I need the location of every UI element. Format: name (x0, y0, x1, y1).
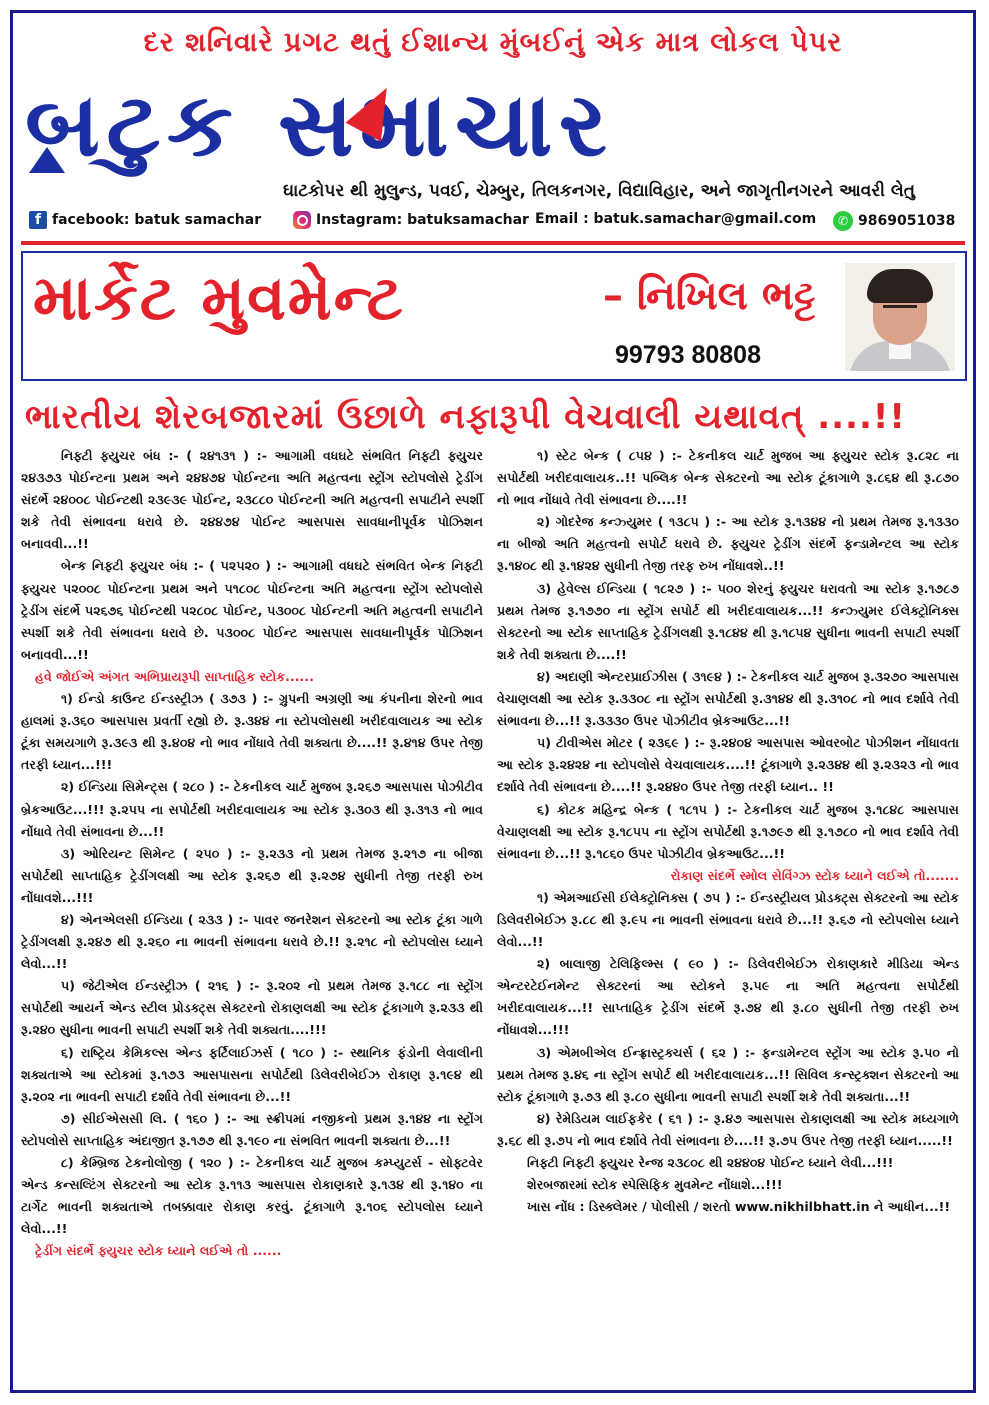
article-paragraph: ૭) સીઈએસસી લિ. ( ૧૬૦ ) :- આ સ્ક્રીપમાં નજીકનો પ્રથમ રૂ.૧૪૪ ના સ્ટ્રોંગ સ્ટોપલોસે સાપ્તાહિક અંદાજીત રૂ.૧૭૭ થી રૂ.૧૯૦ ના સંભવિત ભાવની શક્યતા છે...!! (21, 1110, 483, 1148)
article-paragraph: ૬) કોટક મહિન્દ્ર બેન્ક ( ૧૮૧૫ ) :- ટેકનીકલ ચાર્ટ મુજબ રૂ.૧૮૪૮ આસપાસ વેચાણલક્ષી આ સ્ટોક રૂ.૧૮૫૫ ના સ્ટ્રોંગ સપોર્ટથી રૂ.૧૭૯૭ થી રૂ.૧૭૮૦ નો ભાવ દર્શાવે તેવી સંભાવના છે...!! રૂ.૧૮૬૦ ઉપર પોઝીટીવ બ્રેકઆઉટ...!! (497, 801, 959, 861)
photo-eyes (883, 305, 917, 312)
article-paragraph: ૩) હેવેલ્સ ઈન્ડિયા ( ૧૮૨૭ ) :- ૫૦૦ શેરનું ફ્યુચર ધરાવતો આ સ્ટોક રૂ.૧૭૮૭ પ્રથમ તેમજ રૂ.૧૭૭૦ ના સ્ટ્રોંગ સપોર્ટ થી ખરીદવાલાયક...!! કન્ઝ્યુમર ઈલેક્ટ્રોનિક્સ સેક્ટરનો આ સ્ટોક સાપ્તાહિક ટ્રેડીંગલક્ષી રૂ.૧૮૪૪ થી રૂ.૧૮૫૪ સુધીના ભાવની સપાટી સ્પર્શી શકે તેવી શક્યતા છે....!! (497, 580, 959, 662)
contact-bar (21, 211, 971, 237)
article-paragraph: બેન્ક નિફ્ટી ફ્યુચર બંધ :- ( ૫૨૫૨૦ ) :- આગામી વધઘટે સંભવિત બેન્ક નિફ્ટી ફ્યુચર ૫૨૦૦૮ પોઈન્ટના પ્રથમ અને ૫૧૮૦૮ પોઈન્ટના અતિ મહત્વના સ્ટ્રોંગ સ્ટોપલોસે ટ્રેડીંગ સંદર્ભે ૫૨૬૭૬ પોઈન્ટથી ૫૨૮૦૮ પોઈન્ટ, ૫૩૦૦૮ પોઈન્ટની અતિ મહત્વની સપાટીને સ્પર્શી શકે તેવી સંભાવના ધરાવે છે. ૫૩૦૦૮ પોઈન્ટ આસપાસ સાવધાનીપૂર્વક પોઝિશન બનાવવી...!! (21, 558, 483, 662)
article-paragraph: નિફ્ટી નિફ્ટી ફ્યુચર રેન્જ ૨૩૮૦૮ થી ૨૪૪૦૪ પોઈન્ટ ધ્યાને લેવી...!!! (527, 1155, 894, 1170)
article-paragraph: ૩) એમબીએલ ઈન્ફ્રાસ્ટ્રક્ચર્સ ( ૬૨ ) :- ફન્ડામેન્ટલ સ્ટ્રોંગ આ સ્ટોક રૂ.૫૦ નો પ્રથમ તેમજ રૂ.૪૬ ના સ્ટ્રોંગ સપોર્ટ થી ખરીદવાલાયક...!! સિવિલ કન્સ્ટ્રક્શન સેક્ટરનો આ સ્ટોક ટૂંકાગાળે રૂ.૭૩ થી રૂ.૮૦ સુધીના ભાવની સપાટી સ્પર્શી શકે તેવી શક્યતા...!! (497, 1044, 959, 1104)
article-paragraph: ૪) રેમેડિયમ લાઈફકેર ( ૬૧ ) :- રૂ.૪૭ આસપાસ રોકાણલક્ષી આ સ્ટોક મધ્યગાળે રૂ.૬૮ થી રૂ.૭૫ નો ભાવ દર્શાવે તેવી સંભાવના છે....!! રૂ.૭૫ ઉપર તેજી તરફી ધ્યાન.....!! (497, 1110, 959, 1148)
facebook-handle: facebook: batuk samachar (52, 212, 262, 228)
column-author: – નિખિલ ભટ્ટ (603, 273, 816, 319)
photo-hair (867, 269, 933, 303)
section-subheading: ટ્રેડીંગ સંદર્ભે ફ્યુચર સ્ટોક ધ્યાને લઈએ તો ...... (35, 1243, 282, 1259)
section-subheading: હવે જોઈએ અંગત અભિપ્રાયરૂપી સાપ્તાહિક સ્ટોક...... (35, 668, 314, 684)
article-paragraph: ૩) ઓરિયન્ટ સિમેન્ટ ( ૨૫૦ ) :- રૂ.૨૩૩ નો પ્રથમ તેમજ રૂ.૨૧૭ ના બીજા સપોર્ટથી સાપ્તાહિક ટ્રેડીંગલક્ષી આ સ્ટોક રૂ.૨૬૭ થી રૂ.૨૭૪ સુધીની તેજી તરફી રુખ નોંધાવશે...!!! (21, 845, 483, 905)
article-paragraph: ૫) ટીવીએસ મોટર ( ૨૩૬૯ ) :- રૂ.૨૪૦૪ આસપાસ ઓવરબોટ પોઝીશન નોંધાવતા આ સ્ટોક રૂ.૨૪૨૪ ના સ્ટોપલોસે વેચવાલાયક....!! ટૂંકાગાળે રૂ.૨૩૪૪ થી રૂ.૨૩૨૩ નો ભાવ દર્શાવે તેવી સંભાવના છે....!! રૂ.૨૪૪૦ ઉપર તેજી તરફી ધ્યાન.. !! (497, 735, 959, 795)
article-paragraph: ૧) ઈન્ડો કાઉન્ટ ઈન્ડસ્ટ્રીઝ ( ૩૭૩ ) :- ગ્રુપની અગ્રણી આ કંપનીના શેરનો ભાવ હાલમાં રૂ.૩૬૦ આસપાસ પ્રવર્તી રહ્યો છે. રૂ.૩૪૪ ના સ્ટોપલોસથી ખરીદવાલાયક આ સ્ટોક ટૂંકા સમયગાળે રૂ.૩૯૩ થી રૂ.૪૦૪ નો ભાવ નોંધાવે તેવી શક્યતા છે....!! રૂ.૪૧૪ ઉપર તેજી તરફી ધ્યાન...!!! (21, 691, 483, 773)
column-phone: 99793 80808 (615, 341, 761, 369)
column-title: માર્કેટ મુવમેન્ટ (33, 261, 405, 334)
whatsapp-icon: ✆ (833, 211, 853, 231)
article-paragraph: ૮) કેમ્બ્રિજ ટેકનોલોજી ( ૧૨૦ ) :- ટેકનીકલ ચાર્ટ મુજબ કમ્પ્યુટર્સ - સોફ્ટવેર એન્ડ કન્સલ્ટિંગ સેક્ટરનો આ સ્ટોક રૂ.૧૧૩ આસપાસ રોકાણકારે રૂ.૧૩૪ થી રૂ.૧૪૦ ના ટાર્ગેટ ભાવની શક્યતાએ તબક્કાવાર રોકાણ કરવું. ટૂંકાગાળે રૂ.૧૦૬ સ્ટોપલોસ ધ્યાને લેવો...!! (21, 1155, 483, 1237)
whatsapp-contact[interactable] (833, 211, 955, 231)
newspaper-page (10, 10, 976, 1393)
email-contact[interactable] (535, 211, 816, 227)
article-paragraph: શેરબજારમાં સ્ટોક સ્પેસિફિક મુવમેન્ટ નોંધાશે...!!! (527, 1177, 783, 1193)
article-paragraph: નિફ્ટી ફ્યુચર બંધ :- ( ૨૪૧૩૧ ) :- આગામી વધઘટે સંભવિત નિફ્ટી ફ્યુચર ૨૪૩૭૩ પોઈન્ટના પ્રથમ અને ૨૪૪૭૪ પોઈન્ટના અતિ મહત્વના સ્ટ્રોંગ સ્ટોપલોસે ટ્રેડીંગ સંદર્ભે ૨૪૦૦૮ પોઈન્ટથી ૨૩૯૩૯ પોઈન્ટ, ૨૩૮૮૦ પોઈન્ટની અતિ મહત્વની સપાટીને સ્પર્શી શકે તેવી સંભાવના ધરાવે છે. ૨૪૪૭૪ પોઈન્ટ આસપાસ સાવધાનીપૂર્વક પોઝિશન બનાવવી...!! (21, 448, 483, 552)
article-paragraph: ૨) ગોદરેજ કન્ઝ્યુમર ( ૧૩૮૫ ) :- આ સ્ટોક રૂ.૧૩૪૪ નો પ્રથમ તેમજ રૂ.૧૩૩૦ ના બીજો અતિ મહત્વનો સપોર્ટ ધરાવે છે. ફ્યુચર ટ્રેડીંગ સંદર્ભે ફન્ડામેન્ટલ આ સ્ટોક રૂ.૧૪૦૮ થી રૂ.૧૪૨૪ સુધીની તેજી તરફ રુખ નોંધાવશે..!! (497, 514, 959, 574)
article-headline: ભારતીય શેરબજારમાં ઉછાળે નફારૂપી વેચવાલી યથાવત્‌ ....!! (25, 397, 906, 437)
article-paragraph: ૫) જેટીએલ ઈન્ડસ્ટ્રીઝ ( ૨૧૬ ) :- રૂ.૨૦૨ નો પ્રથમ તેમજ રૂ.૧૮૮ ના સ્ટ્રોંગ સપોર્ટથી આયર્ન એન્ડ સ્ટીલ પ્રોડક્ટ્સ સેક્ટરનો રોકાણલક્ષી આ સ્ટોક ટૂંકાગાળે રૂ.૨૩૩ થી રૂ.૨૪૦ સુધીના ભાવની સપાટી સ્પર્શી શકે તેવી શક્યતા....!!! (21, 978, 483, 1038)
author-photo (845, 263, 955, 371)
email-address: Email : batuk.samachar@gmail.com (535, 211, 817, 227)
masthead-tagline: દર શનિવારે પ્રગટ થતું ઈશાન્ય મુંબઈનું એક માત્ર લોકલ પેપર (143, 27, 843, 58)
article-paragraph: ૪) અદાણી એન્ટરપ્રાઈઝીસ ( ૩૧૯૪ ) :- ટેકનીકલ ચાર્ટ મુજબ રૂ.૩૨૭૦ આસપાસ વેચાણલક્ષી આ સ્ટોક રૂ.૩૩૦૮ ના સ્ટ્રોંગ સપોર્ટથી રૂ.૩૧૪૪ થી રૂ.૩૧૦૮ નો ભાવ દર્શાવે તેવી સંભાવના છે...!! રૂ.૩૩૩૦ ઉપર પોઝીટીવ બ્રેકઆઉટ...!! (497, 668, 959, 729)
instagram-handle: Instagram: batuksamachar (316, 212, 529, 228)
phone-number: 9869051038 (858, 213, 956, 229)
article-paragraph: ૪) એનએલસી ઈન્ડિયા ( ૨૩૩ ) :- પાવર જનરેશન સેક્ટરનો આ સ્ટોક ટૂંકા ગાળે ટ્રેડીંગલક્ષી રૂ.૨૪૭ થી રૂ.૨૬૦ ના ભાવની સંભાવના ધરાવે છે.!! રૂ.૨૧૮ નો સ્ટોપલોસ ધ્યાને લેવો...!! (21, 911, 483, 972)
article-paragraph: ૨) બાલાજી ટેલિફિલ્મ્સ ( ૯૦ ) :- ડિલેવરીબેઈઝ રોકાણકારે મીડિયા એન્ડ એન્ટરટેઈનમેન્ટ સેક્ટરનાં આ સ્ટોકને રૂ.૫૯ ના અતિ મહત્વના સપોર્ટથી ખરીદવાલાયક...!! સાપ્તાહિક ટ્રેડીંગ સંદર્ભે રૂ.૭૪ થી રૂ.૮૦ સુધીની તેજી તરફી રુખ નોંધાવશે...!!! (497, 956, 959, 1038)
facebook-icon: f (29, 211, 47, 229)
header-divider (21, 241, 965, 245)
column-banner (21, 251, 967, 381)
article-paragraph: ૬) રાષ્ટ્રિય કેમિકલ્સ એન્ડ ફર્ટિલાઈઝર્સ ( ૧૮૦ ) :- સ્થાનિક ફંડોની લેવાલીની શક્યતાએ આ સ્ટોકમાં રૂ.૧૭૩ આસપાસના સપોર્ટથી ડિલેવરીબેઈઝ રોકાણ રૂ.૧૯૪ થી રૂ.૨૦૨ ના ભાવની સપાટી દર્શાવે તેવી સંભાવના છે...!! (21, 1044, 483, 1104)
facebook-contact[interactable] (29, 211, 261, 229)
coverage-area: ઘાટકોપર થી મુલુન્ડ, પવઈ, ચેમ્બુર, તિલકનગર, વિદ્યાવિહાર, અને જાગૃતીનગરને આવરી લેતુ (283, 181, 916, 201)
article-paragraph: ૧) સ્ટેટ બેન્ક ( ૮૫૪ ) :- ટેકનીકલ ચાર્ટ મુજબ આ ફ્યુચર સ્ટોક રૂ.૮૨૮ ના સપોર્ટથી ખરીદવાલાયક..!! પબ્લિક બેન્ક સેક્ટરનો આ સ્ટોક ટૂંકાગાળે રૂ.૮૬૪ થી રૂ.૮૭૦ નો ભાવ નોંધાવે તેવી સંભાવના છે....!! (497, 448, 959, 508)
disclaimer-note: ખાસ નોંધ : ડિસ્ક્લેમર / પોલીસી / શરતો www.nikhilbhatt.in ને આધીન...!! (527, 1199, 951, 1215)
section-subheading: રોકાણ સંદર્ભે સ્મોલ સેવિંગ્ઝ સ્ટોક ધ્યાને લઈએ તો....... (670, 867, 959, 883)
article-right-column (497, 445, 959, 1218)
masthead-arrow-icon (29, 147, 65, 173)
instagram-contact[interactable] (293, 211, 529, 229)
article-left-column (21, 445, 483, 1262)
newspaper-title: બટુક સમાચાર (25, 73, 614, 176)
article-paragraph: ૨) ઈન્ડિયા સિમેન્ટ્સ ( ૨૮૦ ) :- ટેકનીકલ ચાર્ટ મુજબ રૂ.૨૬૭ આસપાસ પોઝીટીવ બ્રેકઆઉટ...!!! રૂ.૨૫૫ ના સપોર્ટથી ખરીદવાલાયક આ સ્ટોક રૂ.૩૦૩ થી રૂ.૩૧૩ નો ભાવ નોંધાવે તેવી સંભાવના છે...!! (21, 779, 483, 839)
instagram-icon (293, 211, 311, 229)
article-paragraph: ૧) એમઆઈસી ઈલેક્ટ્રોનિક્સ ( ૭૫ ) :- ઈન્ડસ્ટ્રીયલ પ્રોડક્ટ્સ સેક્ટરનો આ સ્ટોક ડિલેવરીબેઈઝ રૂ.૮૮ થી રૂ.૯૫ ના ભાવની સંભાવના ધરાવે છે...!! રૂ.૬૭ નો સ્ટોપલોસ ધ્યાને લેવો...!! (497, 889, 959, 950)
masthead (25, 75, 965, 175)
